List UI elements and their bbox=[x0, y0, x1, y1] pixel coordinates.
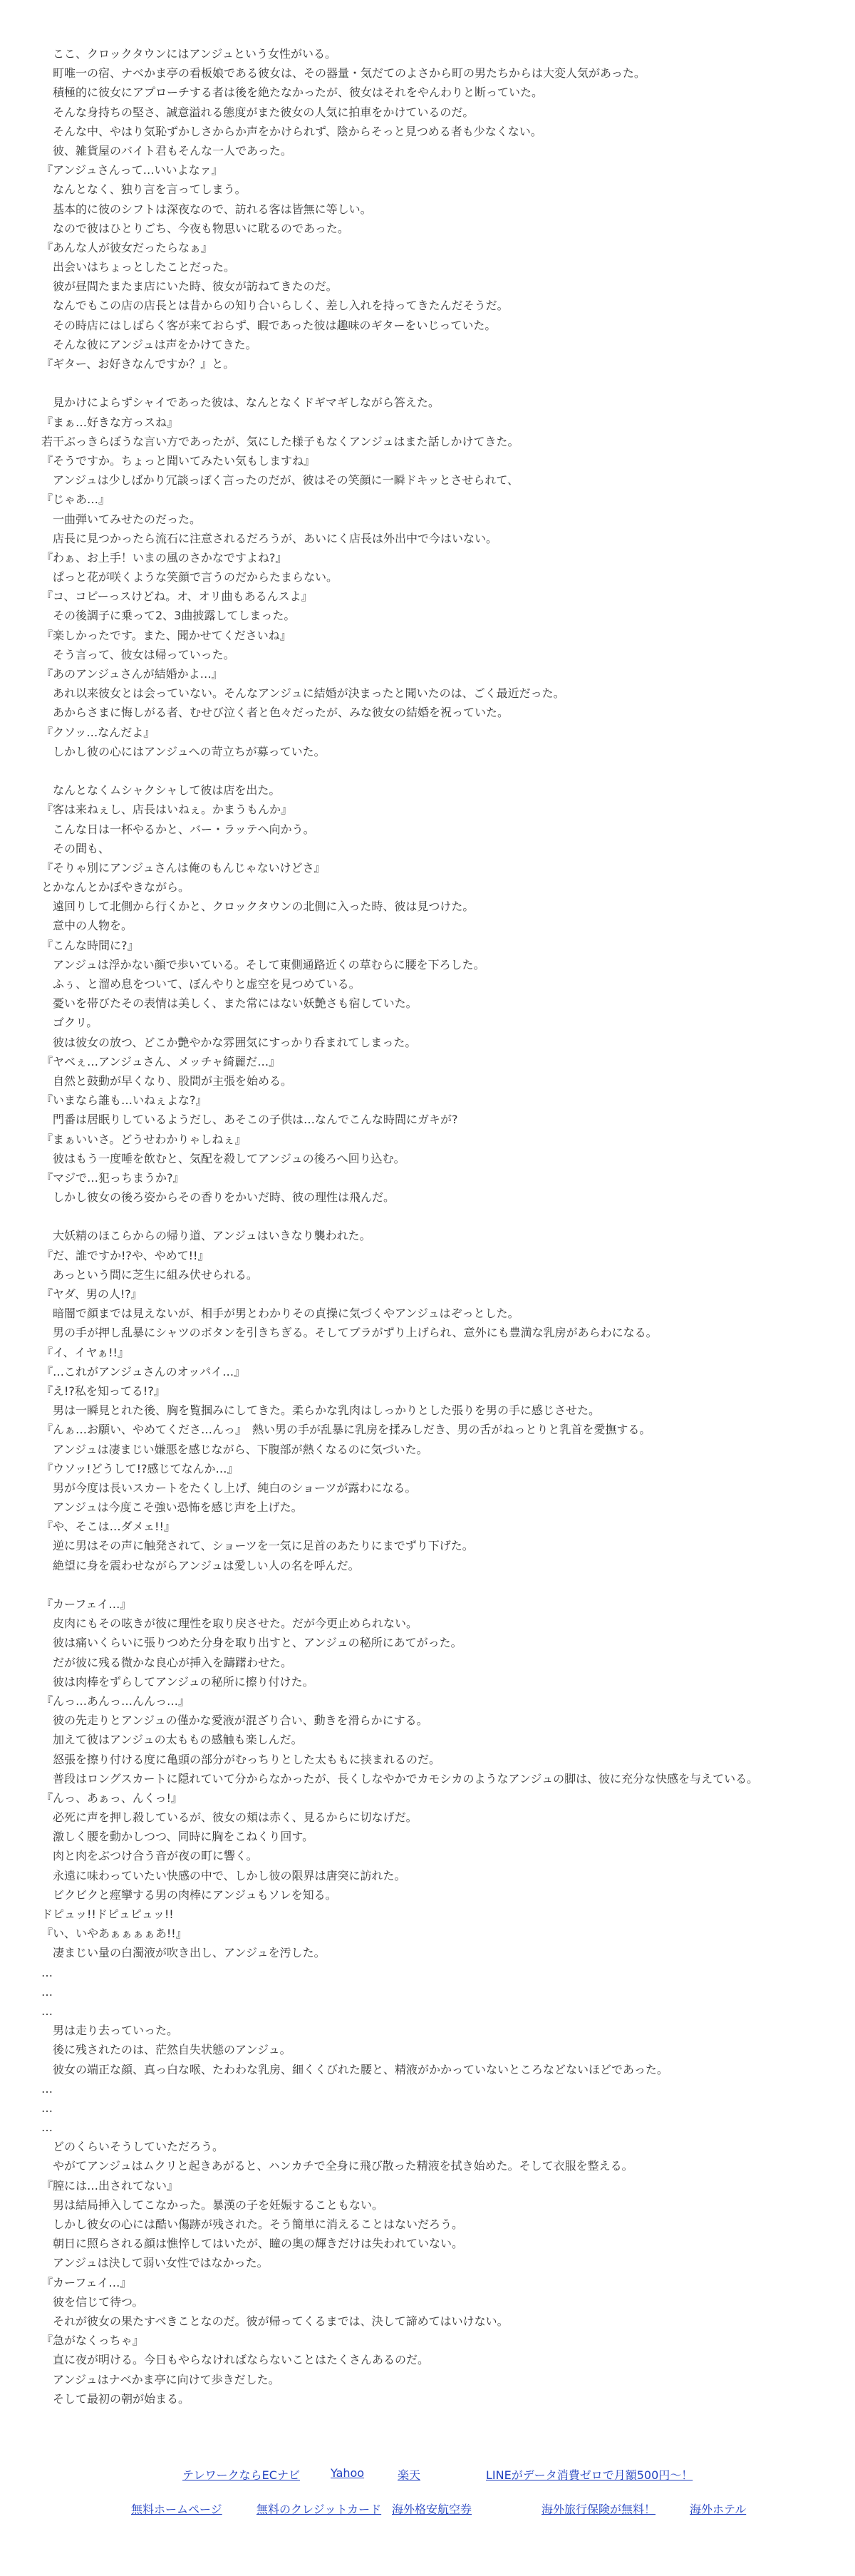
story-line: … bbox=[41, 1984, 53, 1999]
story-line: 『アンジュさんって…いいよなァ』 bbox=[41, 163, 223, 177]
story-line: 『え!?私を知ってる!?』 bbox=[41, 1384, 165, 1398]
story-line: やがてアンジュはムクリと起きあがると、ハンカチで全身に飛び散った精液を拭き始めた。そして衣服を整える。 bbox=[41, 2159, 633, 2173]
blank-line bbox=[41, 761, 839, 780]
story-line: 自然と鼓動が早くなり、股間が主張を始める。 bbox=[41, 1073, 293, 1088]
footer-link-rakuten[interactable]: 楽天 bbox=[398, 2468, 421, 2482]
story-line: 若干ぶっきらぼうな言い方であったが、気にした様子もなくアンジュはまた話しかけてきた。 bbox=[41, 434, 519, 448]
story-line: とかなんとかぼやきながら。 bbox=[41, 880, 190, 895]
story-line: 凄まじい量の白濁液が吹き出し、アンジュを汚した。 bbox=[41, 1946, 326, 1960]
story-line: 『あのアンジュさんが結婚かよ…』 bbox=[41, 667, 223, 681]
story-line: … bbox=[41, 2101, 53, 2115]
story-line: あれ以来彼女とは会っていない。そんなアンジュに結婚が決まったと聞いたのは、ごく最近だった。 bbox=[41, 686, 565, 701]
story-line: 暗闇で顔までは見えないが、相手が男とわかりその貞操に気づくやアンジュはぞっとした。 bbox=[41, 1307, 519, 1321]
story-line: … bbox=[41, 2004, 53, 2018]
story-line: アンジュは決して弱い女性ではなかった。 bbox=[41, 2256, 269, 2270]
story-line: 男は一瞬見とれた後、胸を覧掴みにしてきた。柔らかな乳肉はしっかりとした張りを男の手に感じさせた。 bbox=[41, 1403, 601, 1418]
story-line: あっという間に芝生に組み伏せられる。 bbox=[41, 1267, 258, 1282]
story-line: 『んっ…あんっ…んんっ…』 bbox=[41, 1694, 190, 1708]
story-line: 普段はロングスカートに隠れていて分からなかったが、長くしなやかでカモシカのようなアンジュの脚は、彼に充分な快感を与えている。 bbox=[41, 1771, 759, 1786]
story-line: 『そうですか。ちょっと聞いてみたい気もしますね』 bbox=[41, 453, 316, 468]
story-line: 『ウソッ!どうして!?感じてなんか…』 bbox=[41, 1461, 239, 1475]
story-line: 基本的に彼のシフトは深夜なので、訪れる客は皆無に等しい。 bbox=[41, 202, 372, 216]
story-line: 『や、そこは…ダメェ!!』 bbox=[41, 1520, 175, 1534]
story-line: 町唯一の宿、ナベかま亭の看板娘である彼女は、その器量・気だてのよさから町の男たちからは大変人気があった。 bbox=[41, 66, 646, 81]
footer-link-cheap-flights[interactable]: 海外格安航空券 bbox=[392, 2503, 472, 2516]
story-line: なので彼はひとりごち、今夜も物思いに耽るのであった。 bbox=[41, 221, 349, 235]
story-line: だが彼に残る微かな良心が挿入を躊躇わせた。 bbox=[41, 1655, 293, 1669]
story-line: 『楽しかったです。また、聞かせてくださいね』 bbox=[41, 628, 291, 642]
story-line: 怒張を擦り付ける度に亀頭の部分がむっちりとした太ももに挟まれるのだ。 bbox=[41, 1752, 441, 1766]
story-line: 直に夜が明ける。今日もやらなければならないことはたくさんあるのだ。 bbox=[41, 2353, 430, 2367]
story-line: 加えて彼はアンジュの太ももの感触も楽しんだ。 bbox=[41, 1733, 303, 1747]
story-line: 『カーフェイ…』 bbox=[41, 1597, 132, 1611]
story-line: どのくらいそうしていただろう。 bbox=[41, 2140, 224, 2154]
blank-line bbox=[41, 1575, 839, 1594]
story-line: ゴクリ。 bbox=[41, 1016, 98, 1030]
story-line: 激しく腰を動かしつつ、同時に胸をこねくり回す。 bbox=[41, 1830, 314, 1844]
story-line: そんな中、やはり気恥ずかしさからか声をかけられず、陰からそっと見つめる者も少なくない。 bbox=[41, 124, 542, 138]
story-line: 『急がなくっちゃ』 bbox=[41, 2334, 144, 2348]
story-line: しかし彼の心にはアンジュへの苛立ちが募っていた。 bbox=[41, 744, 326, 758]
story-line: アンジュは少しばかり冗談っぽく言ったのだが、彼はその笑顔に一瞬ドキッとさせられて、 bbox=[41, 473, 519, 488]
story-line: 『膣には…出されてない』 bbox=[41, 2178, 179, 2193]
story-line: 店長に見つかったら流石に注意されるだろうが、あいにく店長は外出中で今はいない。 bbox=[41, 531, 498, 545]
story-line: そう言って、彼女は帰っていった。 bbox=[41, 647, 235, 661]
story-line: 『ギター、お好きなんですか？』と。 bbox=[41, 357, 235, 371]
story-line: アンジュは浮かない顔で歩いている。そして東側通路近くの草むらに腰を下ろした。 bbox=[41, 957, 485, 972]
story-line: 『そりゃ別にアンジュさんは俺のもんじゃないけどさ』 bbox=[41, 860, 326, 875]
story-line: そんな彼にアンジュは声をかけてきた。 bbox=[41, 337, 257, 351]
story-line: … bbox=[41, 1965, 53, 1979]
story-line: そんな身持ちの堅さ、誠意溢れる態度がまた彼女の人気に拍車をかけているのだ。 bbox=[41, 105, 475, 119]
story-line: 『イ、イヤぁ!!』 bbox=[41, 1345, 129, 1359]
story-line: 憂いを帯びたその表情は美しく、また常にはない妖艶さも宿していた。 bbox=[41, 996, 418, 1011]
story-line: 『だ、誰ですか!?や、やめて!!』 bbox=[41, 1248, 209, 1262]
story-line: 『ヤダ、男の人!?』 bbox=[41, 1287, 142, 1301]
story-line: しかし彼女の心には酷い傷跡が残された。そう簡単に消えることはないだろう。 bbox=[41, 2217, 464, 2231]
story-line: 『まぁ…好きな方っスね』 bbox=[41, 415, 179, 429]
blank-line bbox=[41, 1207, 839, 1226]
story-line: あからさまに悔しがる者、むせび泣く者と色々だったが、みな彼女の結婚を祝っていた。 bbox=[41, 706, 509, 720]
story-line: その時店にはしばらく客が来ておらず、暇であった彼は趣味のギターをいじっていた。 bbox=[41, 318, 497, 332]
story-line: 後に残されたのは、茫然自失状態のアンジュ。 bbox=[41, 2043, 291, 2057]
story-line: 彼、雑貨屋のバイト君もそんな一人であった。 bbox=[41, 143, 292, 158]
story-line: それが彼女の果たすべきことなのだ。彼が帰ってくるまでは、決して諦めてはいけない。 bbox=[41, 2314, 509, 2328]
footer-ad-links-row-1 bbox=[0, 2466, 855, 2483]
story-line: 『んっ、あぁっ、んくっ!』 bbox=[41, 1791, 182, 1805]
story-line: その間も、 bbox=[41, 841, 110, 855]
story-line: 意中の人物を。 bbox=[41, 919, 133, 933]
story-line: なんでもこの店の店長とは昔からの知り合いらしく、差し入れを持ってきたんだそうだ。 bbox=[41, 299, 509, 313]
story-line: … bbox=[41, 2081, 53, 2096]
story-line: 逆に男はその声に触発されて、ショーツを一気に足首のあたりにまでずり下げた。 bbox=[41, 1539, 474, 1553]
story-line: アンジュは今度こそ強い恐怖を感じ声を上げた。 bbox=[41, 1500, 303, 1515]
story-line: 『コ、コピーっスけどね。オ、オリ曲もあるんスよ』 bbox=[41, 589, 313, 604]
story-line: ここ、クロックタウンにはアンジュという女性がいる。 bbox=[41, 47, 337, 61]
story-line: 門番は居眠りしているようだし、あそこの子供は…なんでこんな時間にガキが? bbox=[41, 1113, 458, 1127]
footer-link-overseas-hotel[interactable]: 海外ホテル bbox=[690, 2503, 747, 2516]
footer-link-travel-insurance[interactable]: 海外旅行保険が無料！ bbox=[542, 2503, 656, 2516]
story-line: 積極的に彼女にアプローチする者は後を絶たなかったが、彼女はそれをやんわりと断っていた。 bbox=[41, 86, 544, 100]
story-line: 見かけによらずシャイであった彼は、なんとなくドギマギしながら答えた。 bbox=[41, 396, 440, 410]
story-line: 皮肉にもその呟きが彼に理性を取り戻させた。だが今更止められない。 bbox=[41, 1617, 418, 1631]
story-line: 『いまなら誰も…いねぇよな?』 bbox=[41, 1093, 207, 1108]
story-line: 大妖精のほこらからの帰り道、アンジュはいきなり襲われた。 bbox=[41, 1229, 371, 1243]
story-line: 『ヤベぇ…アンジュさん、メッチャ綺麗だ…』 bbox=[41, 1054, 281, 1068]
story-text bbox=[41, 44, 839, 2408]
story-line: 彼女の端正な顔、真っ白な喉、たわわな乳房、細くくびれた腰と、精液がかかっていないところなどないほどであった。 bbox=[41, 2062, 668, 2076]
story-line: アンジュはナベかま亭に向けて歩きだした。 bbox=[41, 2372, 280, 2386]
story-line: ふぅ、と溜め息をついて、ぼんやりと虚空を見つめている。 bbox=[41, 977, 361, 991]
story-line: 永遠に味わっていたい快感の中で、しかし彼の限界は唐突に訪れた。 bbox=[41, 1868, 406, 1882]
story-line: しかし彼女の後ろ姿からその香りをかいだ時、彼の理性は飛んだ。 bbox=[41, 1190, 395, 1205]
story-line: 遠回りして北側から行くかと、クロックタウンの北側に入った時、彼は見つけた。 bbox=[41, 900, 475, 914]
blank-line bbox=[41, 373, 839, 393]
story-line: 『マジで…犯っちまうか?』 bbox=[41, 1170, 185, 1185]
story-line: なんとなく、独り言を言ってしまう。 bbox=[41, 182, 247, 197]
story-line: 『カーフェイ…』 bbox=[41, 2275, 132, 2289]
story-line: 彼は彼女の放つ、どこか艶やかな雰囲気にすっかり呑まれてしまった。 bbox=[41, 1035, 417, 1049]
story-line: 絶望に身を震わせながらアンジュは愛しい人の名を呼んだ。 bbox=[41, 1558, 360, 1572]
story-line: 『んぁ…お願い、やめてくださ…んっ』 熱い男の手が乱暴に乳房を揉みしだき、男の舌がねっとりと乳首を愛撫する。 bbox=[41, 1423, 651, 1437]
footer-link-ecnavi[interactable]: テレワークならECナビ bbox=[182, 2468, 300, 2482]
story-line: 男は結局挿入してこなかった。暴漢の子を妊娠することもない。 bbox=[41, 2198, 384, 2212]
story-line: 朝日に照らされる顔は憔悴してはいたが、瞳の奥の輝きだけは失われていない。 bbox=[41, 2237, 464, 2251]
story-line: 彼が昼間たまたま店にいた時、彼女が訪ねてきたのだ。 bbox=[41, 279, 338, 294]
footer-ad-links-row-2 bbox=[0, 2500, 855, 2518]
story-line: アンジュは凄まじい嫌悪を感じながら、下腹部が熱くなるのに気づいた。 bbox=[41, 1442, 428, 1456]
story-line: こんな日は一杯やるかと、バー・ラッテへ向かう。 bbox=[41, 822, 315, 836]
story-line: 『まぁいいさ。どうせわかりゃしねぇ』 bbox=[41, 1132, 247, 1146]
story-line: 『…これがアンジュさんのオッパイ…』 bbox=[41, 1364, 246, 1379]
story-line: 『こんな時間に?』 bbox=[41, 938, 139, 952]
story-line: 『い、いやあぁぁぁぁあ!!』 bbox=[41, 1927, 187, 1941]
story-line: 彼の先走りとアンジュの僅かな愛液が混ざり合い、動きを滑らかにする。 bbox=[41, 1714, 428, 1728]
story-line: 一曲弾いてみせたのだった。 bbox=[41, 512, 202, 526]
story-line: 男は走り去っていった。 bbox=[41, 2024, 179, 2038]
story-line: ビクビクと痙攣する男の肉棒にアンジュもソレを知る。 bbox=[41, 1887, 337, 1902]
story-line: なんとなくムシャクシャして彼は店を出た。 bbox=[41, 783, 281, 798]
story-line: 彼は肉棒をずらしてアンジュの秘所に擦り付けた。 bbox=[41, 1674, 314, 1689]
footer-link-line-mobile[interactable]: LINEがデータ消費ゼロで月額500円〜！ bbox=[486, 2468, 693, 2482]
story-line: 『わぁ、お上手！いまの風のさかなですよね?』 bbox=[41, 550, 287, 565]
story-line: 彼を信じて待つ。 bbox=[41, 2294, 144, 2309]
story-line: 男の手が押し乱暴にシャツのボタンを引きちぎる。そしてブラがずり上げられ、意外にも豊満な乳房があらわになる。 bbox=[41, 1326, 658, 1340]
story-line: 必死に声を押し殺しているが、彼女の頬は赤く、見るからに切なげだ。 bbox=[41, 1810, 418, 1825]
footer-link-free-homepage[interactable]: 無料ホームページ bbox=[131, 2503, 222, 2516]
story-line: 『客は来ねぇし、店長はいねぇ。かまうもんか』 bbox=[41, 803, 293, 817]
story-line: 肉と肉をぶつけ合う音が夜の町に響く。 bbox=[41, 1849, 258, 1863]
story-line: そして最初の朝が始まる。 bbox=[41, 2391, 190, 2406]
story-line: 『じゃあ…』 bbox=[41, 493, 110, 507]
footer-link-yahoo[interactable]: Yahoo bbox=[331, 2466, 365, 2480]
footer-link-free-credit-card[interactable]: 無料のクレジットカード bbox=[256, 2503, 382, 2516]
story-line: ぱっと花が咲くような笑顔で言うのだからたまらない。 bbox=[41, 570, 338, 584]
story-line: 出会いはちょっとしたことだった。 bbox=[41, 260, 236, 274]
story-line: 男が今度は長いスカートをたくし上げ、純白のショーツが露わになる。 bbox=[41, 1480, 417, 1495]
story-line: … bbox=[41, 2121, 53, 2135]
story-line: 彼は痛いくらいに張りつめた分身を取り出すと、アンジュの秘所にあてがった。 bbox=[41, 1636, 462, 1650]
story-line: その後調子に乗って2、3曲披露してしまった。 bbox=[41, 609, 296, 623]
story-line: ドピュッ!!ドピュピュッ!! bbox=[41, 1907, 174, 1921]
story-line: 彼はもう一度唾を飲むと、気配を殺してアンジュの後ろへ回り込む。 bbox=[41, 1151, 405, 1165]
story-line: 『クソッ…なんだよ』 bbox=[41, 725, 155, 739]
story-line: 『あんな人が彼女だったらなぁ』 bbox=[41, 240, 213, 254]
